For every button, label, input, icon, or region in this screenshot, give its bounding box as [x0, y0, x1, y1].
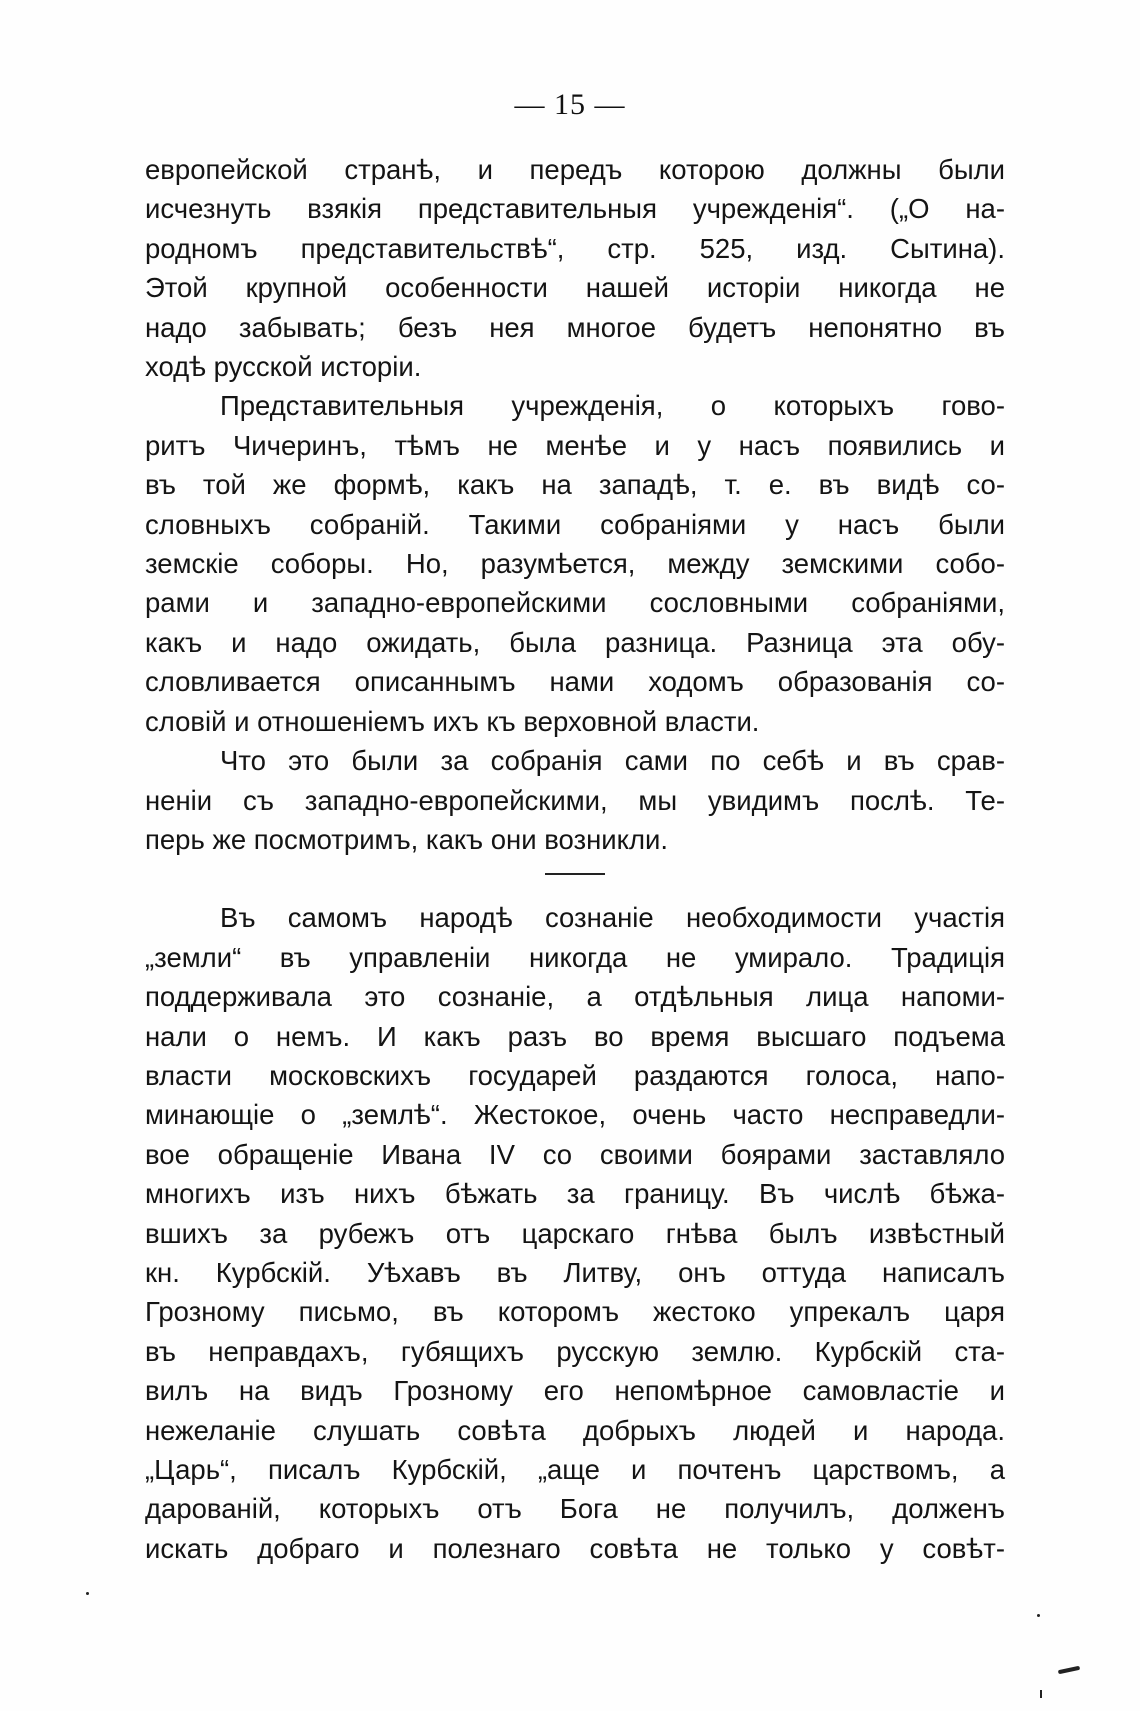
text-line: Что это были за собранія сами по себѣ и въ срав- [220, 745, 1005, 777]
paragraph [145, 898, 1005, 1568]
text-line: словныхъ собраній. Такими собраніями у насъ были [145, 508, 1005, 540]
text-line: перь же посмотримъ, какъ они возникли. [145, 823, 669, 855]
text-line: Грозному письмо, въ которомъ жестоко упрекалъ царя [145, 1296, 1005, 1328]
text-line: дарованій, которыхъ отъ Бога не получилъ, долженъ [145, 1493, 1005, 1525]
text-line: поддерживала это сознаніе, а отдѣльныя лица напоми- [145, 981, 1005, 1013]
text-line: ритъ Чичеринъ, тѣмъ не менѣе и у насъ появились и [145, 429, 1005, 461]
text-line: нежеланіе слушать совѣта добрыхъ людей и народа. [145, 1414, 1005, 1446]
text-line: Этой крупной особенности нашей исторіи никогда не [145, 272, 1005, 304]
text-line: Представительныя учрежденія, о которыхъ гово- [220, 390, 1005, 422]
text-line: европейской странѣ, и передъ которою должны были [145, 154, 1005, 185]
text-line: неніи съ западно-европейскими, мы увидимъ послѣ. Те- [145, 784, 1005, 816]
text-line: минающіе о „землѣ“. Жестокое, очень часто несправедли- [145, 1099, 1005, 1131]
paragraph [145, 741, 1005, 859]
section-divider [545, 873, 605, 875]
text-line: рами и западно-европейскими сословными собраніями, [145, 587, 1005, 619]
paragraph [145, 386, 1005, 741]
page-number: — 15 — [514, 88, 626, 121]
text-line: родномъ представительствѣ“, стр. 525, изд. Сытина). [145, 232, 1005, 264]
text-line: ходѣ русской исторіи. [145, 351, 422, 383]
text-line: земскіе соборы. Но, разумѣется, между земскими собо- [145, 548, 1005, 580]
text-line: въ неправдахъ, губящихъ русскую землю. Курбскій ста- [145, 1335, 1005, 1367]
text-line: вилъ на видъ Грозному его непомѣрное самовластіе и [145, 1375, 1005, 1407]
scan-smudge [1058, 1666, 1080, 1674]
scan-speck [1037, 1614, 1040, 1617]
text-line: кн. Курбскій. Уѣхавъ въ Литву, онъ оттуда написалъ [145, 1256, 1005, 1288]
text-line: какъ и надо ожидать, была разница. Разница эта обу- [145, 626, 1005, 658]
text-line: „земли“ въ управленіи никогда не умирало. Традиція [145, 941, 1005, 973]
text-line: нали о немъ. И какъ разъ во время высшаго подъема [145, 1020, 1005, 1052]
text-line: исчезнуть взякія представительныя учрежденія“. („О на- [145, 193, 1005, 225]
scan-speck [1040, 1690, 1042, 1698]
scan-speck [86, 1592, 89, 1595]
text-line: словливается описаннымъ нами ходомъ образованія со- [145, 666, 1005, 698]
paragraph [145, 150, 1005, 386]
text-line: вшихъ за рубежъ отъ царскаго гнѣва былъ извѣстный [145, 1217, 1005, 1249]
text-line: многихъ изъ нихъ бѣжать за границу. Въ числѣ бѣжа- [145, 1178, 1005, 1210]
body-text [145, 150, 1005, 1568]
text-line: власти московскихъ государей раздаются голоса, напо- [145, 1059, 1005, 1091]
text-line: словій и отношеніемъ ихъ къ верховной власти. [145, 705, 760, 737]
text-line: въ той же формѣ, какъ на западѣ, т. е. въ видѣ со- [145, 469, 1005, 501]
text-line: вое обращеніе Ивана IV со своими боярами заставляло [145, 1138, 1005, 1170]
text-line: надо забывать; безъ нея многое будетъ непонятно въ [145, 311, 1005, 343]
text-line: искать добраго и полезнаго совѣта не только у совѣт- [145, 1532, 1005, 1564]
text-line: „Царь“, писалъ Курбскій, „аще и почтенъ царствомъ, а [145, 1454, 1005, 1485]
text-line: Въ самомъ народѣ сознаніе необходимости участія [220, 902, 1005, 934]
